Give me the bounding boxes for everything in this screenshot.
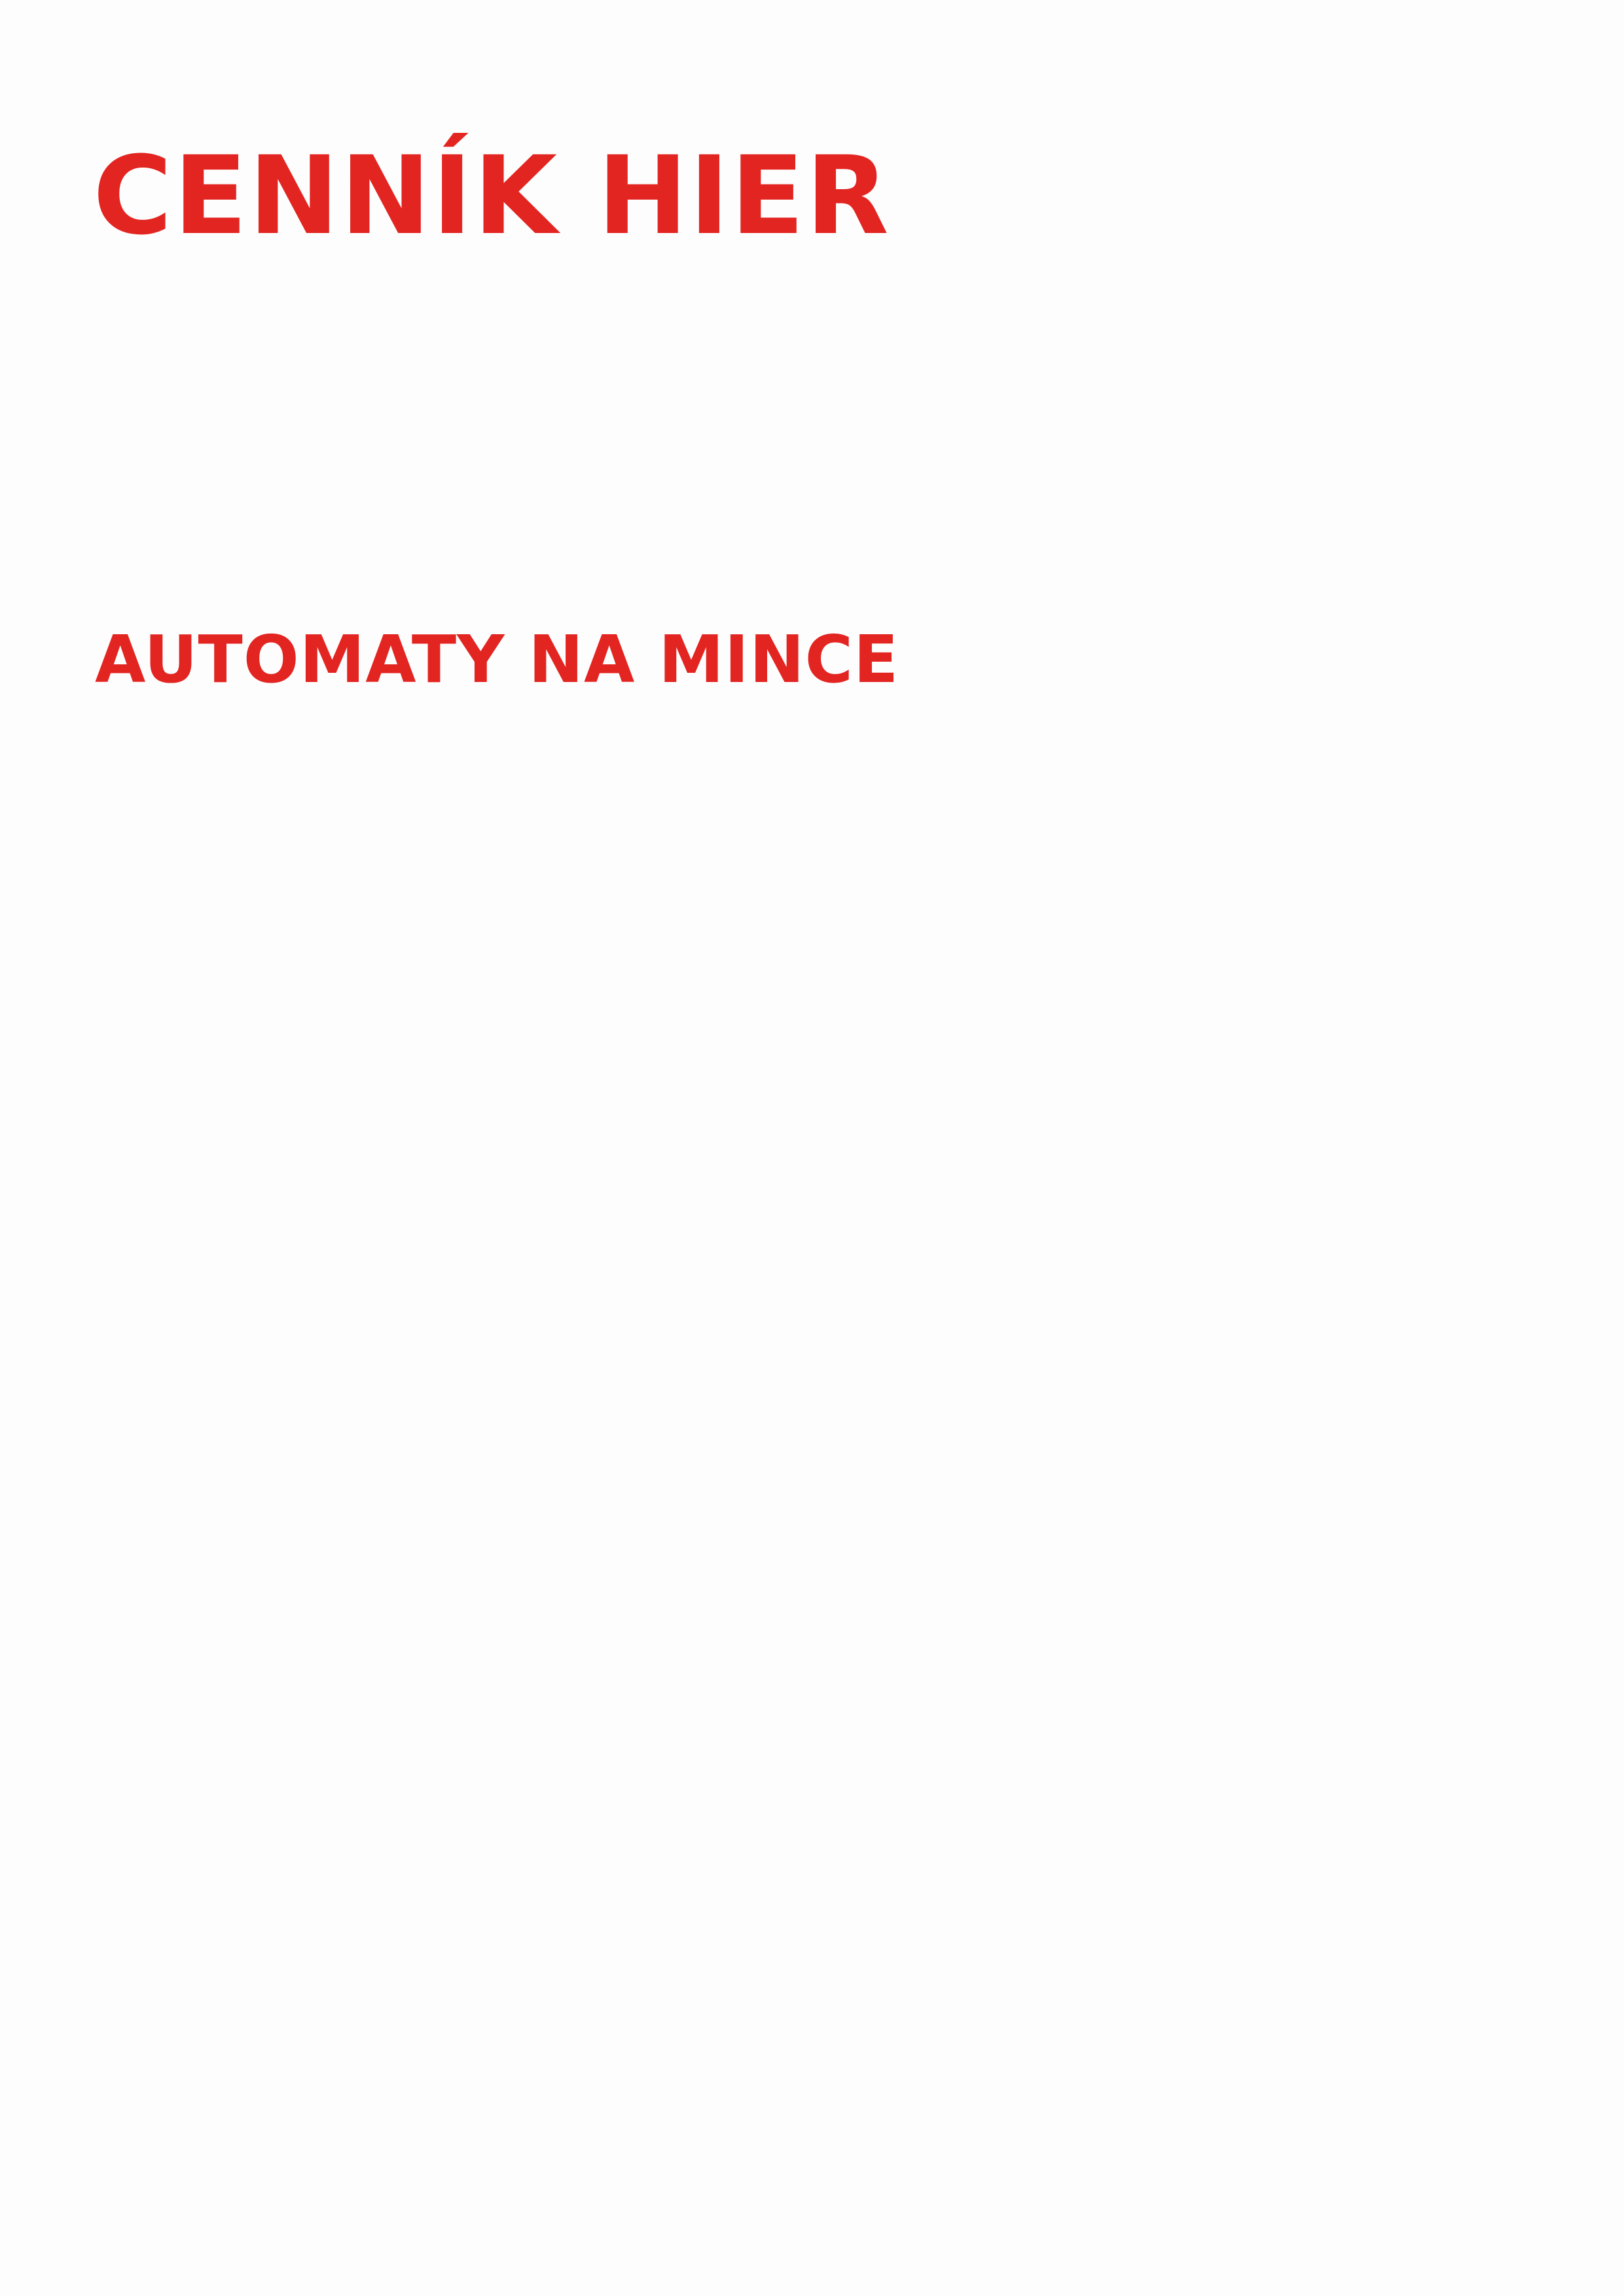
page-title: CENNÍK HIER <box>93 133 890 259</box>
section-heading-coin-machines: AUTOMATY NA MINCE <box>95 621 899 698</box>
